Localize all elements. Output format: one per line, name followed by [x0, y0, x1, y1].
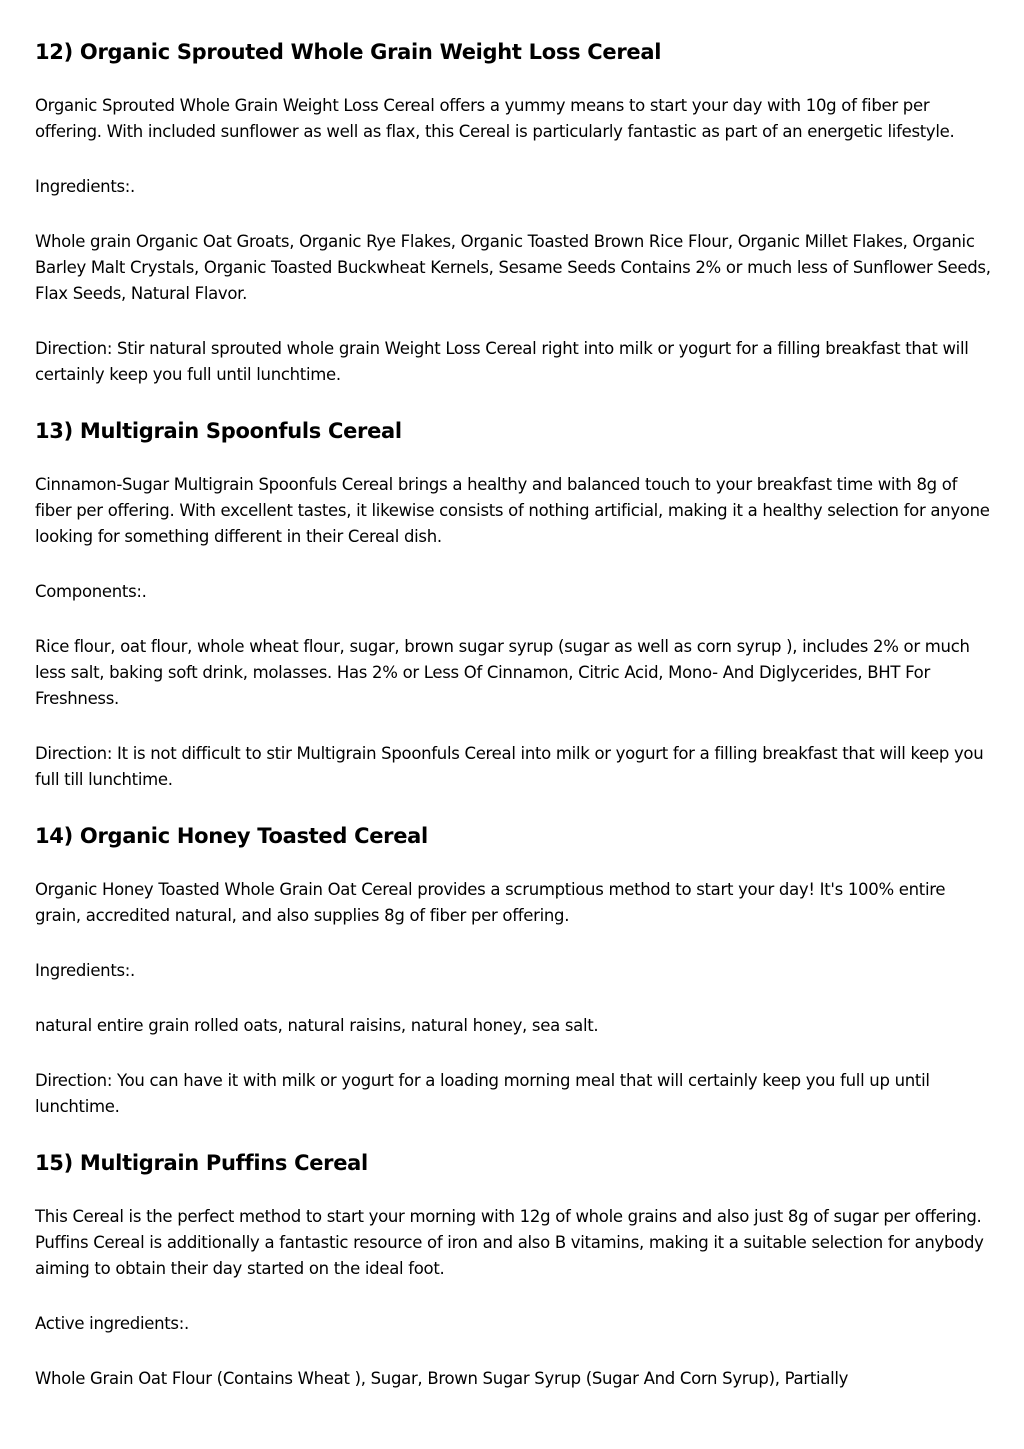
section-paragraph: Organic Sprouted Whole Grain Weight Loss Cereal offers a yummy means to start your day with 10g of fiber per offering. With included sunflower as well as flax, this Cereal is particularly fantastic as part of an energetic lifestyle.	[35, 96, 955, 141]
section-12	[35, 38, 994, 388]
section-paragraph: Ingredients:.	[35, 961, 136, 980]
section-14	[35, 822, 994, 1120]
section-paragraph: Direction: Stir natural sprouted whole grain Weight Loss Cereal right into milk or yogurt for a filling breakfast that will certainly keep you full until lunchtime.	[35, 339, 969, 384]
section-paragraph: Components:.	[35, 582, 147, 601]
section-paragraph: Whole grain Organic Oat Groats, Organic Rye Flakes, Organic Toasted Brown Rice Flour, Organic Millet Flakes, Organic Barley Malt Crystals, Organic Toasted Buckwheat Kernels, Sesame Seeds Contains 2% or much less of Sunflower Seeds, Flax Seeds, Natural Flavor.	[35, 232, 991, 303]
section-paragraph: This Cereal is the perfect method to start your morning with 12g of whole grains and also just 8g of sugar per offering. Puffins Cereal is additionally a fantastic resource of iron and also B vitamins, making it a suitable selection for anybody aiming to obtain their day started on the ideal foot.	[35, 1207, 984, 1278]
section-15	[35, 1149, 994, 1392]
section-paragraph: Direction: You can have it with milk or yogurt for a loading morning meal that will certainly keep you full up until lunchtime.	[35, 1071, 930, 1116]
section-13	[35, 417, 994, 793]
section-paragraph: Organic Honey Toasted Whole Grain Oat Cereal provides a scrumptious method to start your day! It's 100% entire grain, accredited natural, and also supplies 8g of fiber per offering.	[35, 880, 946, 925]
section-paragraph: Ingredients:.	[35, 177, 136, 196]
section-heading: 12) Organic Sprouted Whole Grain Weight Loss Cereal	[35, 40, 662, 64]
section-paragraph: Direction: It is not difficult to stir Multigrain Spoonfuls Cereal into milk or yogurt for a filling breakfast that will keep you full till lunchtime.	[35, 744, 984, 789]
section-heading: 15) Multigrain Puffins Cereal	[35, 1151, 368, 1175]
section-heading: 14) Organic Honey Toasted Cereal	[35, 824, 428, 848]
section-paragraph: natural entire grain rolled oats, natural raisins, natural honey, sea salt.	[35, 1016, 599, 1035]
section-paragraph: Active ingredients:.	[35, 1314, 189, 1333]
section-heading: 13) Multigrain Spoonfuls Cereal	[35, 419, 402, 443]
section-paragraph: Cinnamon-Sugar Multigrain Spoonfuls Cereal brings a healthy and balanced touch to your breakfast time with 8g of fiber per offering. With excellent tastes, it likewise consists of nothing artificial, making it a healthy selection for anyone looking for something different in their Cereal dish.	[35, 475, 990, 546]
section-paragraph: Whole Grain Oat Flour (Contains Wheat ), Sugar, Brown Sugar Syrup (Sugar And Corn Syrup), Partially	[35, 1369, 849, 1388]
section-paragraph: Rice flour, oat flour, whole wheat flour, sugar, brown sugar syrup (sugar as well as corn syrup ), includes 2% or much less salt, baking soft drink, molasses. Has 2% or Less Of Cinnamon, Citric Acid, Mono- And Diglycerides, BHT For Freshness.	[35, 637, 970, 708]
